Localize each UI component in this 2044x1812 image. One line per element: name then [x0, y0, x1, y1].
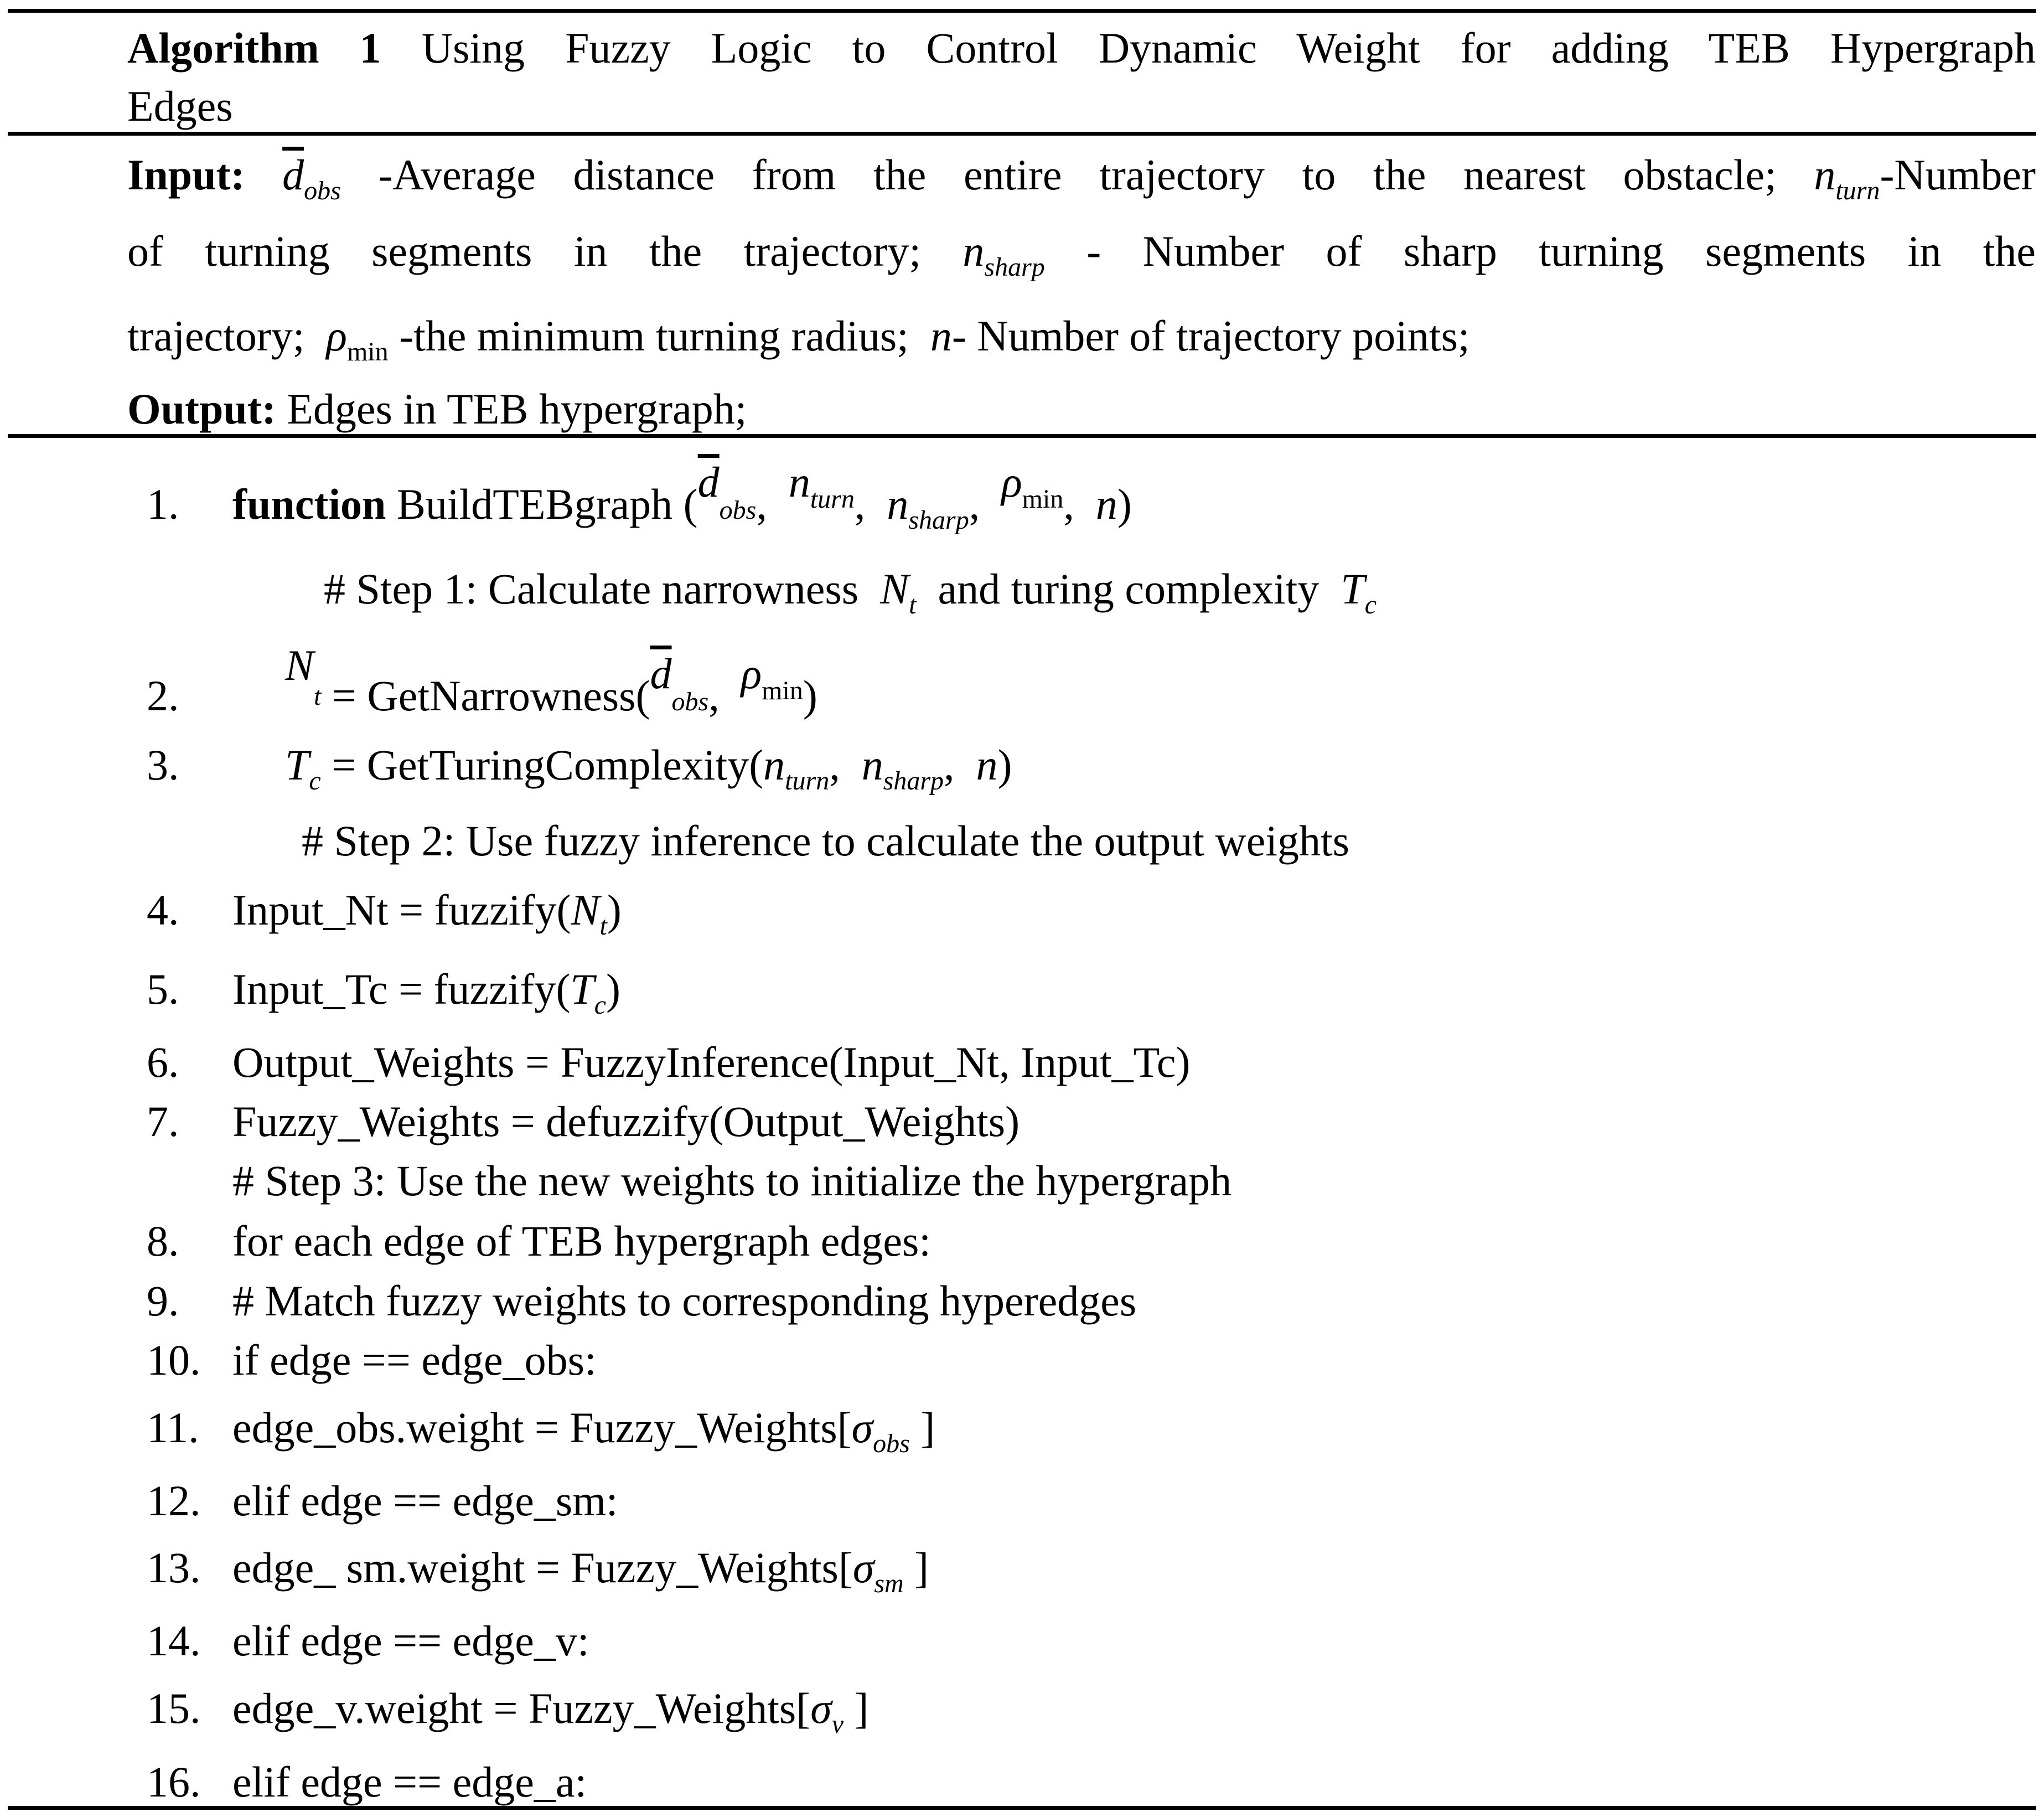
rho-sub: min: [762, 676, 803, 705]
rho-symbol: ρ: [326, 312, 347, 360]
n-turn-sub: turn: [1835, 176, 1880, 205]
output-label: Output:: [127, 385, 276, 433]
comma: ,: [756, 480, 767, 528]
step-text: edge_ sm.weight = Fuzzy_Weights[: [232, 1543, 853, 1592]
rho-symbol: ρ: [1001, 458, 1022, 506]
step-num: 11.: [147, 1403, 199, 1452]
nt-symbol: N: [880, 565, 909, 613]
n-symbol: n: [930, 312, 952, 360]
step-10: if edge == edge_obs:: [232, 1336, 597, 1384]
input-line-3: [127, 312, 1470, 366]
step-text: edge_v.weight = Fuzzy_Weights[: [232, 1684, 811, 1732]
algorithm-title: [127, 24, 2036, 72]
step-5: [232, 965, 620, 1020]
close-paren: ): [1117, 480, 1132, 528]
nt-sub: t: [314, 682, 322, 711]
step-4: [232, 886, 622, 941]
n-symbol: n: [976, 741, 998, 789]
tc-sub: c: [309, 766, 321, 796]
output-line: [127, 385, 747, 433]
comma: ,: [854, 480, 866, 528]
n-sharp-desc: - Number of sharp turning segments in the: [1086, 227, 2036, 275]
comma: ,: [1063, 480, 1074, 528]
comma: ,: [829, 741, 840, 789]
step-num: 9.: [147, 1277, 179, 1325]
comma: ,: [944, 741, 955, 789]
step-num: 4.: [147, 886, 179, 934]
nt-symbol: N: [285, 641, 314, 689]
rho-sub: min: [1022, 484, 1064, 514]
title-rule: [8, 132, 2036, 136]
algorithm-title-text: Using Fuzzy Logic to Control Dynamic Weight for adding TEB Hypergraph: [421, 24, 2036, 72]
bottom-rule: [8, 1806, 2036, 1810]
nt-symbol: N: [571, 886, 600, 934]
step-num: 3.: [147, 741, 179, 789]
n-turn-sub: turn: [810, 484, 855, 514]
comment-step-3: # Step 3: Use the new weights to initialize the hypergraph: [232, 1157, 1232, 1205]
nt-sub: t: [599, 911, 607, 941]
step-15: [232, 1684, 869, 1739]
sigma-symbol: σ: [852, 1543, 874, 1592]
step-3: [285, 741, 1012, 796]
n-sharp-sub: sharp: [908, 505, 969, 535]
step-13: [232, 1543, 929, 1598]
n-turn-desc: -Number: [1880, 151, 2036, 199]
n-sharp-desc-cont: trajectory;: [127, 312, 305, 360]
tc-sub: c: [1364, 590, 1377, 620]
n-turn-symbol: n: [763, 741, 785, 789]
d-obs-sub: obs: [304, 176, 341, 205]
close-paren: ): [803, 672, 817, 720]
n-desc: - Number of trajectory points;: [951, 312, 1470, 360]
sigma-sub: obs: [873, 1429, 910, 1458]
comma: ,: [708, 672, 720, 720]
d-obs-symbol: $\overline{d}$: [282, 151, 304, 199]
rho-desc: -the minimum turning radius;: [399, 312, 909, 360]
close-paren: ): [606, 965, 620, 1013]
algorithm-title-cont: Edges: [127, 82, 233, 130]
step-num: 12.: [147, 1477, 201, 1525]
step-8: for each edge of TEB hypergraph edges:: [232, 1217, 931, 1265]
step-text: Input_Tc = fuzzify(: [232, 965, 571, 1013]
step-num: 14.: [147, 1617, 201, 1665]
sigma-symbol: σ: [851, 1403, 873, 1452]
step-2: [285, 641, 817, 720]
top-rule: [8, 9, 2036, 13]
nt-sub: t: [909, 590, 917, 620]
step-6: Output_Weights = FuzzyInference(Input_Nt, Input_Tc): [232, 1038, 1191, 1086]
close-paren: ): [997, 741, 1012, 789]
close-bracket: ]: [920, 1403, 935, 1452]
comma: ,: [969, 480, 980, 528]
comment-mid: and turing complexity: [938, 565, 1319, 613]
tc-symbol: T: [1341, 565, 1365, 613]
output-text: Edges in TEB hypergraph;: [287, 385, 747, 433]
n-symbol: n: [1095, 480, 1117, 528]
step-num: 10.: [147, 1336, 201, 1384]
close-bracket: ]: [914, 1543, 929, 1592]
n-sharp-sub: sharp: [883, 766, 944, 796]
function-keyword: function: [232, 480, 386, 528]
tc-symbol: T: [570, 965, 594, 1013]
step-num: 8.: [147, 1217, 179, 1265]
step-num: 5.: [147, 965, 179, 1013]
step-num: 1.: [147, 480, 179, 528]
step-12: elif edge == edge_sm:: [232, 1477, 618, 1525]
step-num: 2.: [147, 672, 179, 720]
sigma-symbol: σ: [810, 1684, 832, 1732]
rho-symbol: ρ: [741, 649, 762, 698]
tc-symbol: T: [285, 741, 309, 789]
tc-sub: c: [594, 990, 606, 1020]
d-obs-sub: obs: [671, 687, 709, 716]
step-num: 15.: [147, 1684, 201, 1732]
close-bracket: ]: [854, 1684, 869, 1732]
d-obs-desc: -Average distance from the entire trajectory to the nearest obstacle;: [378, 151, 1777, 199]
d-obs-sub: obs: [719, 495, 757, 525]
step-text: Input_Nt = fuzzify(: [232, 886, 571, 934]
n-turn-desc-cont: of turning segments in the trajectory;: [127, 227, 922, 275]
n-sharp-sub: sharp: [984, 252, 1045, 282]
comment-text: # Step 1: Calculate narrowness: [324, 565, 859, 613]
input-label: Input:: [127, 151, 245, 199]
n-sharp-symbol: n: [861, 741, 883, 789]
step-14: elif edge == edge_v:: [232, 1617, 589, 1665]
io-rule: [8, 434, 2036, 438]
n-turn-symbol: n: [788, 458, 810, 506]
step-1: [232, 458, 1132, 535]
d-obs-symbol: $\overline{d}$: [650, 649, 672, 698]
step-16: elif edge == edge_a:: [232, 1758, 587, 1806]
sigma-sub: v: [831, 1710, 844, 1739]
algorithm-label: Algorithm 1: [127, 24, 381, 72]
comment-step-1: [324, 565, 1377, 620]
step-text: = GetTuringComplexity(: [332, 741, 764, 789]
step-num: 7.: [147, 1097, 179, 1145]
input-line-2: [127, 227, 2036, 282]
step-9: # Match fuzzy weights to corresponding hyperedges: [232, 1277, 1137, 1325]
n-turn-symbol: n: [1814, 151, 1836, 199]
step-num: 16.: [147, 1758, 201, 1806]
sigma-sub: sm: [874, 1569, 904, 1598]
step-text: BuildTEBgraph (: [396, 480, 698, 528]
comment-step-2: # Step 2: Use fuzzy inference to calculate the output weights: [302, 817, 1350, 865]
rho-sub: min: [346, 337, 389, 366]
step-num: 6.: [147, 1038, 179, 1086]
step-7: Fuzzy_Weights = defuzzify(Output_Weights): [232, 1097, 1020, 1145]
n-sharp-symbol: n: [887, 480, 909, 528]
d-obs-symbol: $\overline{d}$: [697, 458, 720, 506]
step-text: edge_obs.weight = Fuzzy_Weights[: [232, 1403, 852, 1452]
input-line-1: [127, 151, 2036, 205]
close-paren: ): [607, 886, 622, 934]
step-num: 13.: [147, 1543, 201, 1592]
n-sharp-symbol: n: [963, 227, 985, 275]
n-turn-sub: turn: [785, 766, 830, 796]
step-11: [232, 1403, 935, 1458]
step-text: = GetNarrowness(: [332, 672, 650, 720]
